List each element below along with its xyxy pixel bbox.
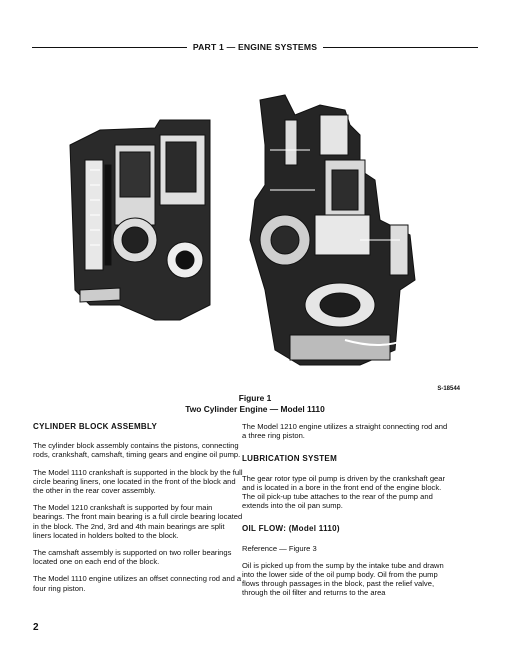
paragraph: The gear rotor type oil pump is driven by the crankshaft gear and is located in a bore in the front end of the engine block. The oil pick-up tube attaches to the rear of the pump and extends into the oil pan sump. bbox=[242, 473, 446, 511]
header-rule-left bbox=[32, 47, 187, 48]
engine-cross-section bbox=[250, 95, 415, 365]
section-header bbox=[32, 40, 478, 54]
figure-title: Two Cylinder Engine — Model 1110 bbox=[185, 403, 325, 414]
header-rule-right bbox=[323, 47, 478, 48]
section-heading-lubrication: LUBRICATION SYSTEM bbox=[242, 454, 338, 464]
left-column bbox=[33, 422, 243, 601]
figure-id: S-18544 bbox=[437, 386, 460, 392]
header-title: PART 1 — ENGINE SYSTEMS bbox=[192, 42, 318, 52]
paragraph: The Model 1210 engine utilizes a straight connecting rod and a three ring piston. bbox=[242, 422, 448, 441]
right-column bbox=[242, 422, 452, 606]
engine-side-view bbox=[70, 120, 210, 320]
paragraph: The Model 1110 engine utilizes an offset connecting rod and a four ring piston. bbox=[33, 574, 242, 593]
page-number: 2 bbox=[33, 622, 39, 633]
paragraph: The camshaft assembly is supported on two roller bearings located one on each end of the block. bbox=[33, 548, 232, 567]
section-heading-cylinder-block: CYLINDER BLOCK ASSEMBLY bbox=[33, 422, 158, 431]
figure-caption bbox=[0, 393, 510, 414]
engine-illustration bbox=[60, 90, 420, 390]
paragraph: Oil is picked up from the sump by the intake tube and drawn into the lower side of the oil pump body. Oil from the pump flows through passages in the block, past the relief valve, through the oil filter and returns to the area bbox=[242, 560, 444, 598]
paragraph: The Model 1210 crankshaft is supported by four main bearings. The front main bearing is a full circle bearing located in the block. The 2nd, 3rd and 4th main bearings are split liners located in holders bolted to the block. bbox=[33, 503, 243, 540]
reference-note: Reference — Figure 3 bbox=[242, 543, 317, 553]
paragraph: The cylinder block assembly contains the pistons, connecting rods, crankshaft, camshaft, timing gears and engine oil pump. bbox=[33, 441, 241, 460]
paragraph: The Model 1110 crankshaft is supported in the block by the full circle bearing liners, one located in the front of the block and the other in the rear cover assembly. bbox=[33, 467, 243, 496]
section-heading-oil-flow: OIL FLOW: (Model 1110) bbox=[242, 524, 340, 534]
figure-label: Figure 1 bbox=[238, 393, 272, 403]
